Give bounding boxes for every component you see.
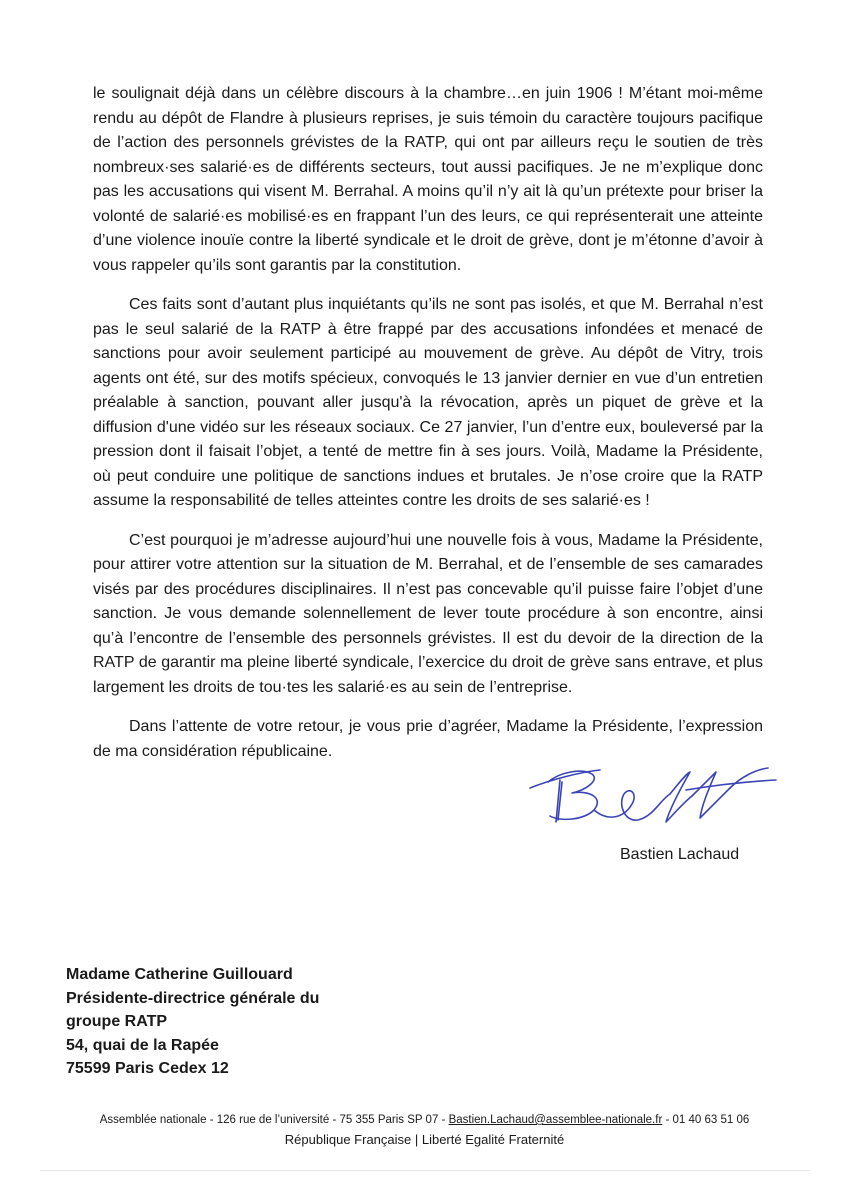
paragraph-closing: Dans l’attente de votre retour, je vous prie d’agréer, Madame la Présidente, l’expression de ma considération républicaine.	[93, 718, 763, 760]
footer-phone: - 01 40 63 51 06	[662, 1114, 750, 1126]
recipient-title-line2: groupe RATP	[66, 1013, 168, 1030]
recipient-name: Madame Catherine Guillouard	[66, 966, 293, 983]
recipient-title-line1: Présidente-directrice générale du	[66, 989, 320, 1007]
paragraph-request: C’est pourquoi je m’adresse aujourd’hui une nouvelle fois à vous, Madame la Présidente, pour attirer votre attention sur la situation de M. Berrahal, et de l’ensemble de ses camarades visés par des procédures disciplinaires. Il n’est pas concevable qu’il puisse faire l’objet d’une sanction. Je vous demande solennellement de lever toute procédure à son encontre, ainsi qu’à l’encontre de l’ensemble des personnels grévistes. Il est du devoir de la direction de la RATP de garantir ma pleine liberté syndicale, l’exercice du droit de grève sans entrave, et plus largement les droits de tou·tes les salarié·es au sein de l’entreprise.	[93, 531, 763, 696]
footer-email-link[interactable]: Bastien.Lachaud@assemblee-nationale.fr	[448, 1114, 663, 1126]
recipient-address	[66, 963, 319, 1081]
recipient-city: 75599 Paris Cedex 12	[66, 1060, 229, 1077]
footer-divider	[40, 1170, 810, 1171]
footer-address: Assemblée nationale - 126 rue de l’université - 75 355 Paris SP 07 -	[99, 1114, 449, 1126]
signer-name: Bastien Lachaud	[620, 846, 740, 863]
paragraph-vitry: Ces faits sont d’autant plus inquiétants qu’ils ne sont pas isolés, et que M. Berrahal n’est pas le seul salarié de la RATP à être frappé par des accusations infondées et menacé de sanctions pour avoir seulement participé au mouvement de grève. Au dépôt de Vitry, trois agents ont été, sur des motifs spécieux, convoqués le 13 janvier dernier en vue d’un entretien préalable à sanction, pouvant aller jusqu'à la révocation, après un piquet de grève et la diffusion d'une vidéo sur les réseaux sociaux. Ce 27 janvier, l’un d’entre eux, bouleversé par la pression dont il faisait l’objet, a tenté de mettre fin à ses jours. Voilà, Madame la Présidente, où peut conduire une politique de sanctions indues et brutales. Je n’ose croire que la RATP assume la responsabilité de telles atteintes contre les droits de ses salarié·es !	[93, 296, 763, 509]
handwritten-signature	[520, 760, 780, 850]
footer-motto: République Française | Liberté Egalité Fraternité	[284, 1132, 565, 1147]
recipient-street: 54, quai de la Rapée	[66, 1036, 219, 1054]
footer-contact-line	[0, 1111, 849, 1130]
letter-footer	[0, 1111, 849, 1149]
letter-body	[93, 82, 763, 779]
signature-block	[520, 760, 780, 870]
paragraph-continuation: le soulignait déjà dans un célèbre discours à la chambre…en juin 1906 ! M’étant moi-même rendu au dépôt de Flandre à plusieurs reprises, je suis témoin du caractère toujours pacifique de l’action des personnels grévistes de la RATP, qui ont par ailleurs reçu le soutien de très nombreux·ses salarié·es de différents secteurs, tout aussi pacifiques. Je ne m’explique donc pas les accusations qui visent M. Berrahal. A moins qu’il n’y ait là qu’un prétexte pour briser la volonté de salarié·es mobilisé·es en frappant l’un des leurs, ce qui représenterait une atteinte d’une violence inouïe contre la liberté syndicale et le droit de grève, dont je m’étonne d’avoir à vous rappeler qu’ils sont garantis par la constitution.	[93, 85, 763, 274]
